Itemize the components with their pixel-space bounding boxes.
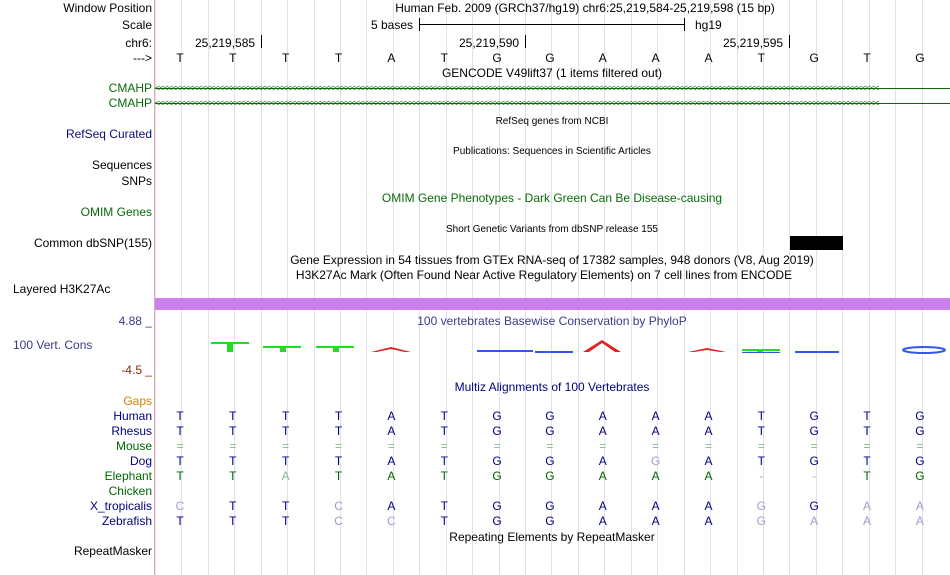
phylop-max-label: 4.88 _ xyxy=(118,314,152,328)
gene-label-cmahp-2[interactable]: CMAHP xyxy=(108,96,152,110)
alignment-base: C xyxy=(334,514,343,528)
reference-base: T xyxy=(440,51,448,65)
alignment-base: A xyxy=(651,499,660,513)
alignment-base: A xyxy=(387,409,396,423)
dbsnp-label[interactable]: Common dbSNP(155) xyxy=(33,236,152,250)
alignment-base: A xyxy=(598,454,607,468)
alignment-base: = xyxy=(652,439,660,453)
phylop-wiggle xyxy=(155,0,950,575)
alignment-base: = xyxy=(863,439,871,453)
reference-base: A xyxy=(704,51,713,65)
alignment-base: T xyxy=(282,454,290,468)
alignment-base: C xyxy=(387,514,396,528)
repeatmasker-label[interactable]: RepeatMasker xyxy=(73,544,152,558)
alignment-base: A xyxy=(704,469,713,483)
alignment-base: T xyxy=(229,424,237,438)
gaps-label[interactable]: Gaps xyxy=(123,394,152,408)
alignment-base: C xyxy=(175,499,185,513)
alignment-base: = xyxy=(810,439,818,453)
alignment-base: G xyxy=(756,514,767,528)
strand-label: ---> xyxy=(133,51,152,65)
alignment-base: A xyxy=(704,499,713,513)
alignment-base: T xyxy=(176,424,184,438)
species-label[interactable]: X_tropicalis xyxy=(89,499,152,513)
alignment-base: A xyxy=(598,469,607,483)
alignment-base: T xyxy=(229,514,237,528)
dbsnp-title: Short Genetic Variants from dbSNP release 155 xyxy=(446,224,658,235)
phylop-title: 100 vertebrates Basewise Conservation by PhyloP xyxy=(417,314,687,328)
alignment-base: A xyxy=(863,514,872,528)
alignment-base: G xyxy=(545,499,555,513)
alignment-base: T xyxy=(229,469,237,483)
alignment-base: G xyxy=(915,469,925,483)
species-label[interactable]: Human xyxy=(113,409,152,423)
reference-base: G xyxy=(915,51,925,65)
alignment-base: = xyxy=(599,439,607,453)
alignment-base: = xyxy=(704,439,712,453)
alignment-base: G xyxy=(809,499,819,513)
alignment-base: T xyxy=(440,514,448,528)
multiz-title: Multiz Alignments of 100 Vertebrates xyxy=(454,380,650,394)
alignment-base: G xyxy=(650,454,661,468)
reference-base: A xyxy=(651,51,660,65)
alignment-base: A xyxy=(387,469,396,483)
alignment-base: = xyxy=(387,439,395,453)
alignment-base: G xyxy=(492,454,502,468)
alignment-base: T xyxy=(334,409,343,423)
scale-label: Scale xyxy=(121,18,152,32)
sequences-label[interactable]: Sequences xyxy=(91,158,152,172)
reference-base: T xyxy=(757,51,766,65)
alignment-base: = xyxy=(757,439,765,453)
alignment-base: T xyxy=(282,409,290,423)
alignment-base: G xyxy=(545,454,555,468)
reference-base: T xyxy=(229,51,237,65)
alignment-base: T xyxy=(440,499,448,513)
alignment-base: A xyxy=(704,514,713,528)
reference-base: T xyxy=(863,51,871,65)
alignment-base: A xyxy=(651,514,660,528)
alignment-base: T xyxy=(440,469,448,483)
repeatmasker-title: Repeating Elements by RepeatMasker xyxy=(449,530,655,544)
reference-base: T xyxy=(176,51,184,65)
alignment-base: T xyxy=(282,499,290,513)
alignment-base: T xyxy=(176,454,184,468)
alignment-base: T xyxy=(440,409,448,423)
alignment-base: G xyxy=(545,409,555,423)
alignment-base: T xyxy=(229,499,237,513)
phylop-label[interactable]: 100 Vert. Cons xyxy=(13,338,93,352)
alignment-base: C xyxy=(334,499,343,513)
alignment-base: G xyxy=(545,469,555,483)
alignment-base: T xyxy=(334,469,343,483)
species-label[interactable]: Elephant xyxy=(104,469,152,483)
gene-label-cmahp-1[interactable]: CMAHP xyxy=(108,81,152,95)
alignment-base: = xyxy=(493,439,501,453)
position-label-1: 25,219,585 xyxy=(195,36,256,50)
gencode-title: GENCODE V49lift37 (1 items filtered out) xyxy=(441,66,663,80)
alignment-base: T xyxy=(440,424,448,438)
alignment-base: G xyxy=(492,424,502,438)
alignment-base: A xyxy=(704,409,713,423)
reference-base: A xyxy=(598,51,607,65)
species-label[interactable]: Mouse xyxy=(115,439,152,453)
window-position-text: Human Feb. 2009 (GRCh37/hg19) chr6:25,219,584-25,219,598 (15 bp) xyxy=(395,1,775,15)
phylop-min-label: -4.5 _ xyxy=(121,363,152,377)
alignment-base: T xyxy=(757,409,766,423)
gtex-title: Gene Expression in 54 tissues from GTEx RNA-seq of 17382 samples, 948 donors (V8, Aug 2019) xyxy=(290,253,814,267)
reference-base: G xyxy=(809,51,819,65)
alignment-base: G xyxy=(915,454,925,468)
alignment-base: A xyxy=(387,424,396,438)
alignment-base: G xyxy=(492,409,502,423)
alignment-base: A xyxy=(651,424,660,438)
reference-base: G xyxy=(492,51,502,65)
species-label[interactable]: Zebrafish xyxy=(101,514,152,528)
alignment-base: G xyxy=(545,514,555,528)
alignment-base: G xyxy=(492,469,502,483)
alignment-base: A xyxy=(598,514,607,528)
reference-base: G xyxy=(545,51,555,65)
alignment-base: G xyxy=(545,424,555,438)
alignment-base: A xyxy=(387,454,396,468)
alignment-base: A xyxy=(704,454,713,468)
alignment-base: T xyxy=(334,454,343,468)
track-label-column xyxy=(0,0,154,575)
alignment-base: T xyxy=(863,469,871,483)
alignment-base: - xyxy=(759,469,764,483)
window-position-label: Window Position xyxy=(63,1,152,15)
omim-title: OMIM Gene Phenotypes - Dark Green Can Be Disease-causing xyxy=(381,191,723,205)
refseq-label[interactable]: RefSeq Curated xyxy=(65,127,152,141)
alignment-base: A xyxy=(704,424,713,438)
alignment-base: T xyxy=(863,424,871,438)
h3k27ac-title: H3K27Ac Mark (Often Found Near Active Regulatory Elements) on 7 cell lines from ENCODE xyxy=(295,268,793,282)
alignment-base: G xyxy=(915,409,925,423)
alignment-base: G xyxy=(756,499,767,513)
refseq-title: RefSeq genes from NCBI xyxy=(495,116,609,127)
gene-strand-arrows-1: <<<<<<<<<<<<<<<<<<<<<<<<<<<<<<<<<<<<<<<<<<<<<<<<<<<<<<<<<<<<<<<<<<<<<<<<<<<<<<<<<<<<<<<<<<<<<<<<<<<<<<<<<<<<<<<<<<<<<<<<<<<<<<<<<<<<<<<<<<<<<<<<<<<<<<<<<<<<<<<<<<<<<<<<<< xyxy=(155,83,879,93)
alignment-base: = xyxy=(282,439,290,453)
alignment-base: A xyxy=(598,409,607,423)
alignment-base: = xyxy=(176,439,184,453)
position-label-2: 25,219,590 xyxy=(459,36,520,50)
position-label-3: 25,219,595 xyxy=(723,36,784,50)
alignment-base: A xyxy=(915,499,924,513)
reference-base: T xyxy=(282,51,290,65)
alignment-base: T xyxy=(176,409,184,423)
alignment-base: G xyxy=(492,499,502,513)
alignment-base: T xyxy=(229,454,237,468)
species-label[interactable]: Chicken xyxy=(108,484,152,498)
alignment-base: G xyxy=(809,424,819,438)
alignment-base: = xyxy=(335,439,343,453)
alignment-base: A xyxy=(598,499,607,513)
alignment-base: A xyxy=(598,424,607,438)
alignment-base: = xyxy=(546,439,554,453)
alignment-base: T xyxy=(863,409,871,423)
alignment-base: T xyxy=(757,424,766,438)
alignment-base: = xyxy=(440,439,448,453)
alignment-base: - xyxy=(812,469,817,483)
h3k27ac-label[interactable]: Layered H3K27Ac xyxy=(13,282,111,296)
alignment-base: A xyxy=(281,469,290,483)
alignment-base: T xyxy=(282,424,290,438)
alignment-base: A xyxy=(651,409,660,423)
alignment-base: G xyxy=(915,424,925,438)
alignment-base: T xyxy=(757,454,766,468)
alignment-base: A xyxy=(387,499,396,513)
sequences-title: Publications: Sequences in Scientific Articles xyxy=(453,146,651,157)
alignment-base: T xyxy=(440,454,448,468)
alignment-base: T xyxy=(176,469,184,483)
alignment-base: G xyxy=(809,409,819,423)
gene-strand-arrows-2: <<<<<<<<<<<<<<<<<<<<<<<<<<<<<<<<<<<<<<<<<<<<<<<<<<<<<<<<<<<<<<<<<<<<<<<<<<<<<<<<<<<<<<<<<<<<<<<<<<<<<<<<<<<<<<<<<<<<<<<<<<<<<<<<<<<<<<<<<<<<<<<<<<<<<<<<<<<<<<<<<<<<<<<<<< xyxy=(155,98,879,108)
alignment-base: G xyxy=(492,514,502,528)
omim-label[interactable]: OMIM Genes xyxy=(80,205,152,219)
reference-base: T xyxy=(334,51,343,65)
species-label[interactable]: Rhesus xyxy=(111,424,152,438)
snps-label[interactable]: SNPs xyxy=(121,174,152,188)
scale-text: 5 bases xyxy=(371,18,414,32)
alignment-base: T xyxy=(282,514,290,528)
alignment-base: T xyxy=(863,454,871,468)
species-label[interactable]: Dog xyxy=(129,454,152,468)
alignment-base: A xyxy=(810,514,819,528)
chrom-label: chr6: xyxy=(125,36,152,50)
alignment-base: = xyxy=(229,439,237,453)
alignment-base: = xyxy=(916,439,924,453)
scale-assembly: hg19 xyxy=(695,18,722,32)
reference-base: A xyxy=(387,51,396,65)
alignment-base: A xyxy=(651,469,660,483)
alignment-base: T xyxy=(176,514,184,528)
alignment-base: A xyxy=(915,514,924,528)
alignment-base: T xyxy=(229,409,237,423)
alignment-base: G xyxy=(809,454,819,468)
alignment-base: A xyxy=(863,499,872,513)
track-data-area[interactable] xyxy=(155,0,950,575)
alignment-base: T xyxy=(334,424,343,438)
